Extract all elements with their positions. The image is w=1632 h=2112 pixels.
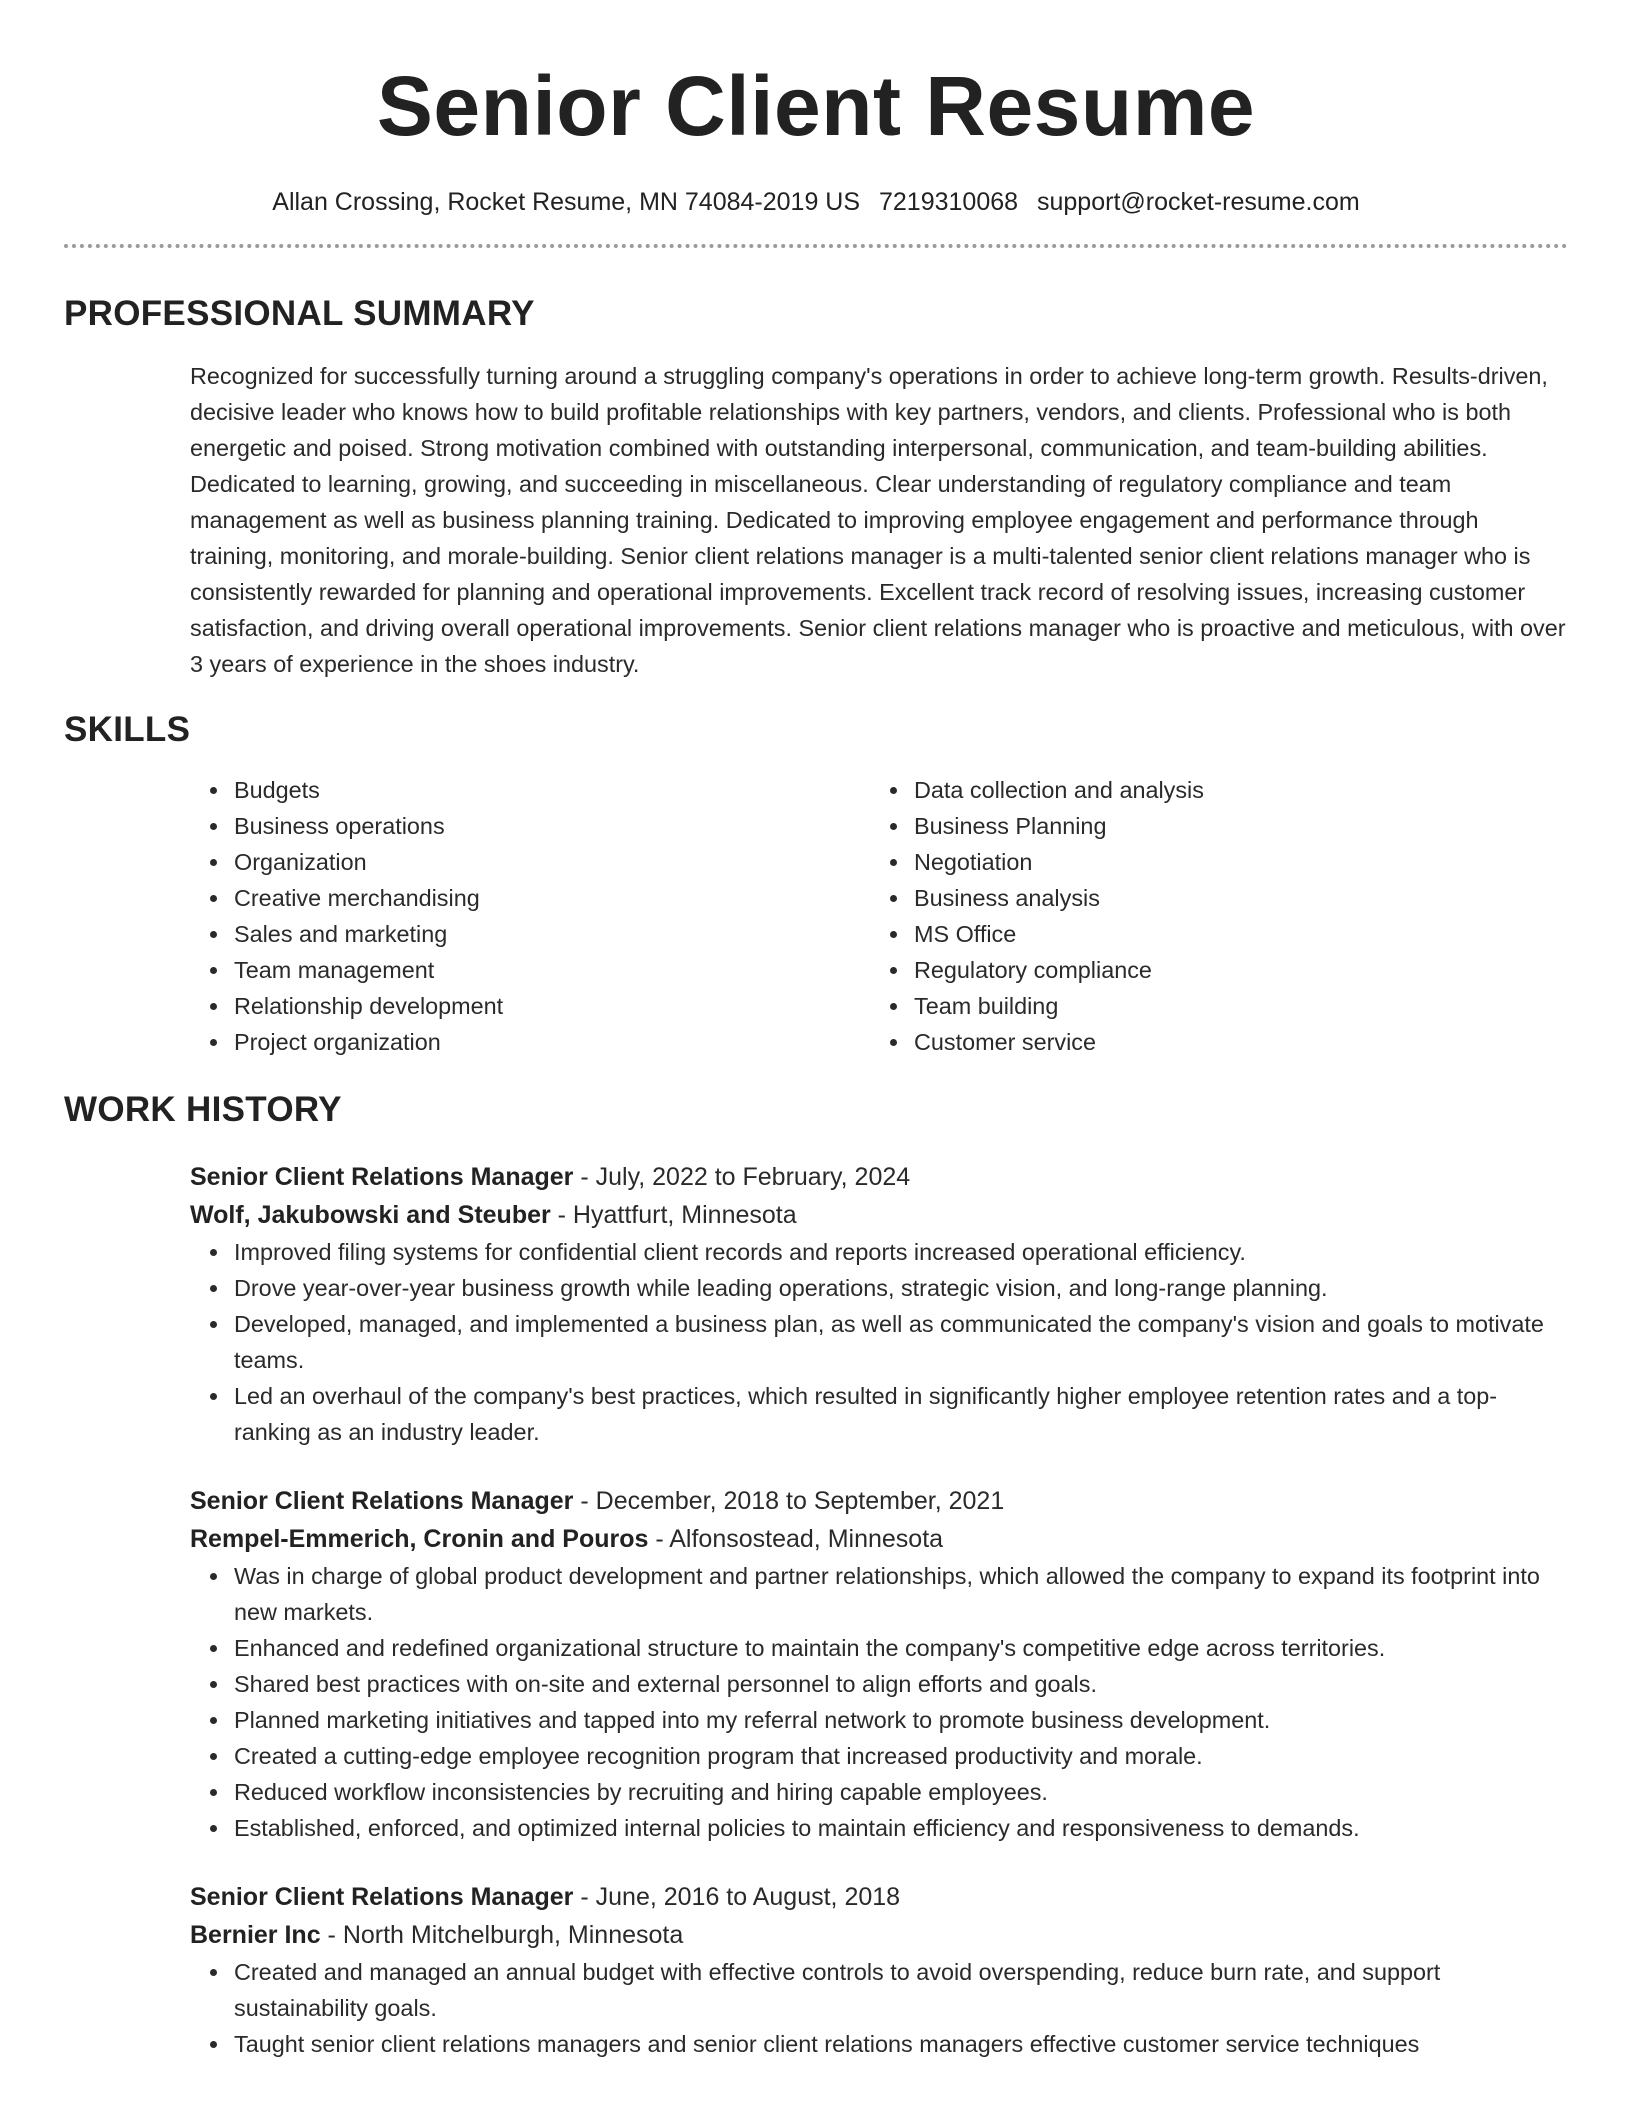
skill-item: Budgets (234, 772, 870, 808)
summary-text: Recognized for successfully turning around a struggling company's operations in order to achieve long-term growth. Results-driven, decisive leader who knows how to build profitable relationships with key partners, vendors, and clients. Professional who is both energetic and poised. Strong motivation combined with outstanding interpersonal, communication, and team-building abilities. Dedicated to learning, growing, and succeeding in miscellaneous. Clear understanding of regulatory compliance and team management as well as business planning training. Dedicated to improving employee engagement and performance through training, monitoring, and morale-building. Senior client relations manager is a multi-talented senior client relations manager who is consistently rewarded for planning and operational improvements. Excellent track record of resolving issues, increasing customer satisfaction, and driving overall operational improvements. Senior client relations manager who is proactive and meticulous, with over 3 years of experience in the shoes industry. (190, 363, 1566, 677)
job-company-line (190, 1916, 1568, 1954)
job-bullet: Drove year-over-year business growth while leading operations, strategic vision, and long-range planning. (234, 1270, 1568, 1306)
job-dates: - June, 2016 to August, 2018 (573, 1883, 901, 1911)
job-company: Bernier Inc (190, 1921, 321, 1949)
skill-item: Organization (234, 844, 870, 880)
job-title-line (190, 1482, 1568, 1520)
job-title: Senior Client Relations Manager (190, 1163, 574, 1191)
work-history-heading: WORK HISTORY (64, 1090, 342, 1129)
job-bullet: Was in charge of global product development and partner relationships, which allowed the company to expand its footprint into new markets. (234, 1558, 1568, 1630)
skill-item: Project organization (234, 1024, 870, 1060)
job-dates: - December, 2018 to September, 2021 (573, 1487, 1005, 1515)
skill-item: Negotiation (914, 844, 1550, 880)
skill-item: Sales and marketing (234, 916, 870, 952)
job-company: Rempel-Emmerich, Cronin and Pouros (190, 1525, 649, 1553)
contact-phone: 7219310068 (879, 188, 1019, 216)
job-bullets (190, 1234, 1568, 1450)
job-title: Senior Client Relations Manager (190, 1487, 574, 1515)
job-bullet: Created and managed an annual budget with effective controls to avoid overspending, reduce burn rate, and support sustainability goals. (234, 1954, 1568, 2026)
job-title-line (190, 1158, 1568, 1196)
resume-title: Senior Client Resume (376, 59, 1256, 153)
skills-heading: SKILLS (64, 710, 191, 749)
job-bullet: Reduced workflow inconsistencies by recruiting and hiring capable employees. (234, 1774, 1568, 1810)
job-title: Senior Client Relations Manager (190, 1883, 574, 1911)
skill-item: Creative merchandising (234, 880, 870, 916)
summary-heading: PROFESSIONAL SUMMARY (64, 294, 535, 333)
job-location: - Alfonsostead, Minnesota (648, 1525, 944, 1553)
job-bullets (190, 1558, 1568, 1846)
contact-email: support@rocket-resume.com (1037, 188, 1360, 216)
job-bullet: Improved filing systems for confidential client records and reports increased operational efficiency. (234, 1234, 1568, 1270)
skill-item: Data collection and analysis (914, 772, 1550, 808)
skills-column-left (190, 772, 870, 1060)
job-bullet: Taught senior client relations managers and senior client relations managers effective customer service techniques (234, 2026, 1568, 2062)
job-location: - Hyattfurt, Minnesota (550, 1201, 797, 1229)
job-bullet: Created a cutting-edge employee recognition program that increased productivity and morale. (234, 1738, 1568, 1774)
job-company-line (190, 1520, 1568, 1558)
skill-item: Relationship development (234, 988, 870, 1024)
skill-item: MS Office (914, 916, 1550, 952)
contact-line (64, 186, 1568, 218)
skill-item: Regulatory compliance (914, 952, 1550, 988)
skills-grid (190, 772, 1568, 1060)
header-divider (64, 244, 1568, 248)
job-location: - North Mitchelburgh, Minnesota (320, 1921, 684, 1949)
job-entry (190, 1878, 1568, 2062)
job-bullets (190, 1954, 1568, 2062)
skill-item: Business operations (234, 808, 870, 844)
skill-item: Business Planning (914, 808, 1550, 844)
skill-item: Customer service (914, 1024, 1550, 1060)
job-dates: - July, 2022 to February, 2024 (573, 1163, 911, 1191)
job-title-line (190, 1878, 1568, 1916)
job-bullet: Planned marketing initiatives and tapped into my referral network to promote business development. (234, 1702, 1568, 1738)
job-entry (190, 1482, 1568, 1846)
job-bullet: Developed, managed, and implemented a business plan, as well as communicated the company's vision and goals to motivate teams. (234, 1306, 1568, 1378)
job-bullet: Led an overhaul of the company's best practices, which resulted in significantly higher employee retention rates and a top-ranking as an industry leader. (234, 1378, 1568, 1450)
job-bullet: Established, enforced, and optimized internal policies to maintain efficiency and responsiveness to demands. (234, 1810, 1568, 1846)
job-bullet: Shared best practices with on-site and external personnel to align efforts and goals. (234, 1666, 1568, 1702)
job-bullet: Enhanced and redefined organizational structure to maintain the company's competitive edge across territories. (234, 1630, 1568, 1666)
job-entry (190, 1158, 1568, 1450)
job-company: Wolf, Jakubowski and Steuber (190, 1201, 551, 1229)
skill-item: Team building (914, 988, 1550, 1024)
skill-item: Team management (234, 952, 870, 988)
job-company-line (190, 1196, 1568, 1234)
skill-item: Business analysis (914, 880, 1550, 916)
contact-address: Allan Crossing, Rocket Resume, MN 74084-2019 US (272, 188, 861, 216)
skills-column-right (870, 772, 1550, 1060)
